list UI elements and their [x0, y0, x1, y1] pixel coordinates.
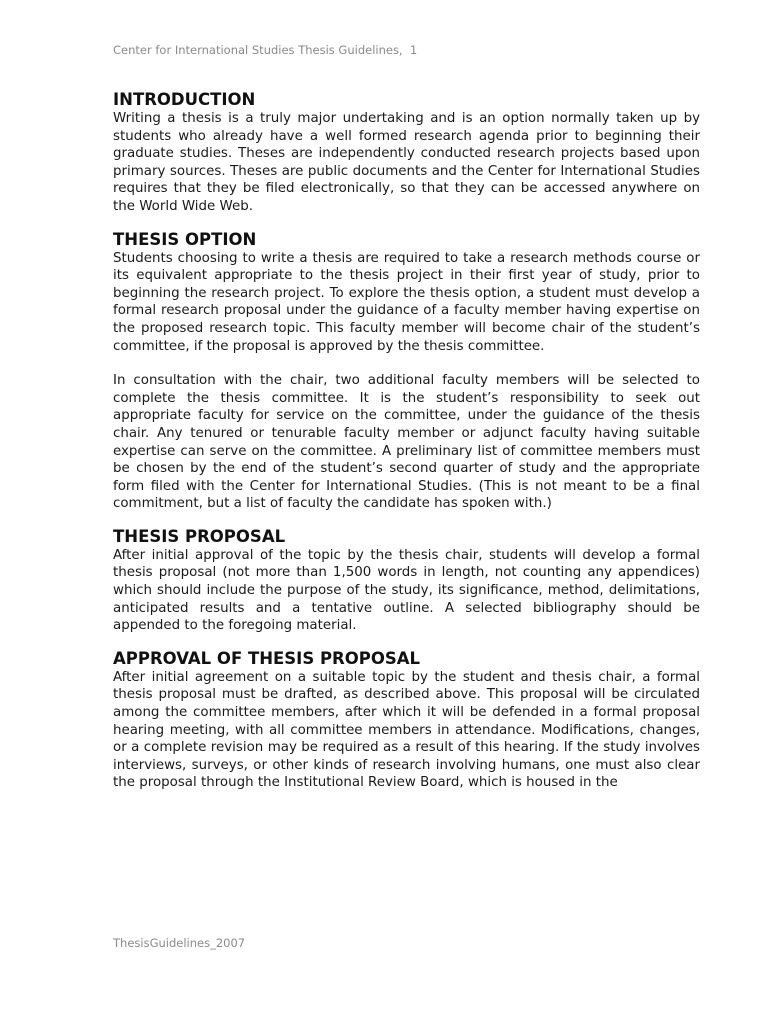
paragraph: In consultation with the chair, two additional faculty members will be selected to complete the thesis committee. It is the student’s responsibility to seek out appropriate faculty for service on the committee, under the guidance of the thesis chair. Any tenured or tenurable faculty member or adjunct faculty having suitable expertise can serve on the committee. A preliminary list of committee members must be chosen by the end of the student’s second quarter of study and the appropriate form filed with the Center for International Studies. (This is not meant to be a final commitment, but a list of faculty the candidate has spoken with.) [113, 373, 700, 512]
section-thesis-option [113, 230, 700, 513]
section-heading: THESIS OPTION [113, 229, 257, 249]
section-thesis-proposal [113, 527, 700, 635]
paragraph: Writing a thesis is a truly major undertaking and is an option normally taken up by students who already have a well formed research agenda prior to beginning their graduate studies. Theses are independently conducted research projects based upon primary sources. Theses are public documents and the Center for International Studies requires that they be filed electronically, so that they can be accessed anywhere on the World Wide Web. [113, 111, 700, 214]
paragraph: After initial approval of the topic by the thesis chair, students will develop a formal thesis proposal (not more than 1,500 words in length, not counting any appendices) which should include the purpose of the study, its significance, method, delimitations, anticipated results and a tentative outline. A selected bibliography should be appended to the foregoing material. [113, 547, 700, 634]
document-body [113, 90, 700, 792]
section-heading: THESIS PROPOSAL [113, 526, 286, 546]
running-header: Center for International Studies Thesis Guidelines, 1 [113, 43, 418, 57]
section-heading: INTRODUCTION [113, 90, 256, 109]
section-approval [113, 649, 700, 792]
paragraph: Students choosing to write a thesis are required to take a research methods course or its equivalent appropriate to the thesis project in their first year of study, prior to beginning the research project. To explore the thesis option, a student must develop a formal research proposal under the guidance of a faculty member having expertise on the proposed research topic. This faculty member will become chair of the student’s committee, if the proposal is approved by the thesis committee. [113, 250, 700, 354]
section-heading: APPROVAL OF THESIS PROPOSAL [113, 648, 421, 668]
paragraph: After initial agreement on a suitable topic by the student and thesis chair, a formal thesis proposal must be drafted, as described above. This proposal will be circulated among the committee members, after which it will be defended in a formal proposal hearing meeting, with all committee members in attendance. Modifications, changes, or a complete revision may be required as a result of this hearing. If the study involves interviews, surveys, or other kinds of research involving humans, one must also clear the proposal through the Institutional Review Board, which is housed in the [113, 669, 700, 791]
page-footer: ThesisGuidelines_2007 [113, 936, 246, 950]
section-introduction [113, 90, 700, 216]
